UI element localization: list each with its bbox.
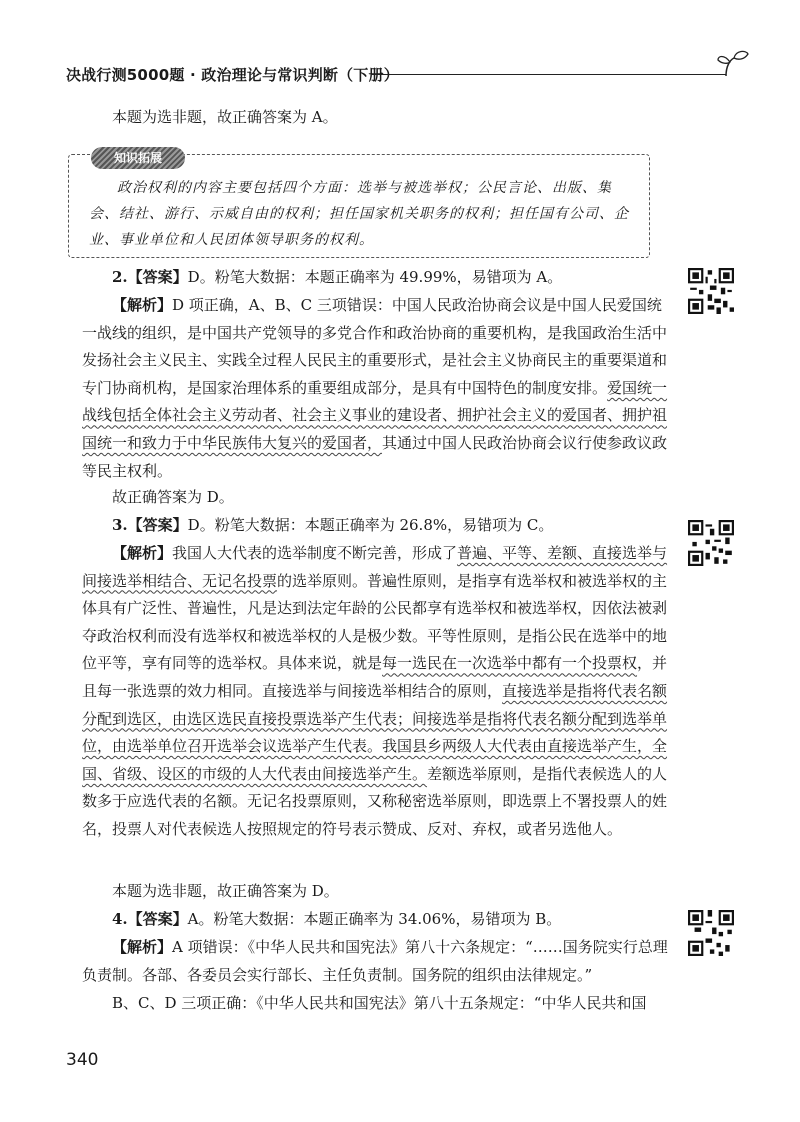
header-rule: [371, 74, 726, 75]
q2-answer-label: 2.【答案】: [112, 268, 188, 286]
q4-answer: [82, 906, 672, 934]
tip-badge: 知识拓展: [91, 147, 185, 169]
q4-analysis-text: A 项错误：《中华人民共和国宪法》第八十六条规定：“……国务院实行总理负责制。各部、各委员会实行部长、主任负责制。国务院的组织由法律规定。”: [82, 938, 668, 984]
qr-code-icon[interactable]: [688, 910, 734, 956]
q2-answer-text: D。粉笔大数据：本题正确率为 49.99%，易错项为 A。: [187, 268, 563, 286]
q2-analysis-body: 中国人民政治协商会议是中国人民爱国统一战线的组织，是中国共产党领导的多党合作和政治协商的重要机构，是我国政治生活中发扬社会主义民主、实践全过程人民民主的重要形式，是社会主义协商民主的重要渠道和专门协商机构，是国家治理体系的重要组成部分，是具有中国特色的制度安排。: [82, 296, 668, 397]
q3-analysis-principles: 普遍、平等、差额、直接选举与间接选举相结合、无记名投票: [82, 544, 668, 590]
q3-analysis-direct-indirect: 直接选举是指将代表名额分配到选区，由选区选民直接投票选举产生代表；间接选举是指将代表名额分配到选举单位，由选举单位召开选举会议选举产生代表。我国县乡两级人大代表由直接选举产生，全国、省级、设区的市级的人大代表由间接选举产生。: [82, 681, 668, 783]
running-header: [66, 60, 752, 88]
q3-analysis-body: 的选举原则。普遍性原则，是指享有选举权和被选举权的主体具有广泛性、普遍性，凡是达到法定年龄的公民都享有选举权和被选举权，因依法被剥夺政治权利而没有选举权和被选举权的人是极少数。平等性原则，是指公民在选举中的地位平等，享有同等的选举权。具体来说，就是: [82, 571, 668, 673]
qr-code-icon[interactable]: [688, 520, 734, 566]
q2-analysis: [82, 292, 672, 485]
intro-text: 本题为选非题，故正确答案为 A。: [112, 108, 338, 126]
q3-answer-label: 3.【答案】: [112, 516, 188, 534]
leaf-icon: [716, 46, 752, 82]
q4-analysis-label: 【解析】: [112, 938, 173, 956]
q2-analysis-highlight: 爱国统一战线包括全体社会主义劳动者、社会主义事业的建设者、拥护社会主义的爱国者、拥护祖国统一和致力于中华民族伟大复兴的爱国者，: [82, 378, 668, 452]
q3-analysis-label: 【解析】: [112, 544, 173, 562]
q3-analysis-one-vote: 每一选民在一次选举中都有一个投票权: [382, 654, 638, 673]
q3-answer-text: D。粉笔大数据：本题正确率为 26.8%，易错项为 C。: [187, 516, 554, 534]
q3-analysis-tail: 差额选举原则，是指代表候选人的人数多于应选代表的名额。无记名投票原则，又称秘密选举原则，即选票上不署投票人的姓名，投票人对代表候选人按照规定的符号表示赞成、反对、弃权，或者另选他人。: [82, 764, 668, 838]
book-title: 决战行测5000题 · 政治理论与常识判断（下册）: [66, 66, 399, 84]
qr-code-icon[interactable]: [688, 268, 734, 314]
q2-answer: [82, 264, 672, 292]
knowledge-tip-box: [68, 151, 650, 258]
q4-analysis: [82, 934, 672, 989]
tip-text: 政治权利的内容主要包括四个方面：选举与被选举权；公民言论、出版、集会、结社、游行、示威自由的权利；担任国家机关职务的权利；担任国有公司、企业、事业单位和人民团体领导职务的权利。: [89, 180, 629, 248]
q2-analysis-lead: D 项正确，A、B、C 三项错误：: [172, 296, 392, 314]
q3-analysis-lead: 我国人大代表的选举制度不断完善，形成了: [172, 544, 458, 562]
q4-answer-label: 4.【答案】: [112, 910, 188, 928]
q3-analysis: [82, 540, 672, 844]
q2-analysis-tail: 其通过中国人民政治协商会议行使参政议政等民主权利。: [82, 433, 668, 480]
q2-conclusion: 故正确答案为 D。: [112, 488, 234, 506]
q2-analysis-label: 【解析】: [112, 296, 173, 314]
q3-conclusion: 本题为选非题，故正确答案为 D。: [112, 882, 339, 900]
page-number: 340: [66, 1050, 99, 1070]
q4-answer-text: A。粉笔大数据：本题正确率为 34.06%，易错项为 B。: [187, 910, 562, 928]
q3-answer: [82, 512, 672, 540]
q3-analysis-mid: ，并且每一张选票的效力相同。直接选举与间接选举相结合的原则，: [82, 654, 668, 700]
q4-continuation: B、C、D 三项正确：《中华人民共和国宪法》第八十五条规定：“中华人民共和国: [112, 994, 647, 1012]
